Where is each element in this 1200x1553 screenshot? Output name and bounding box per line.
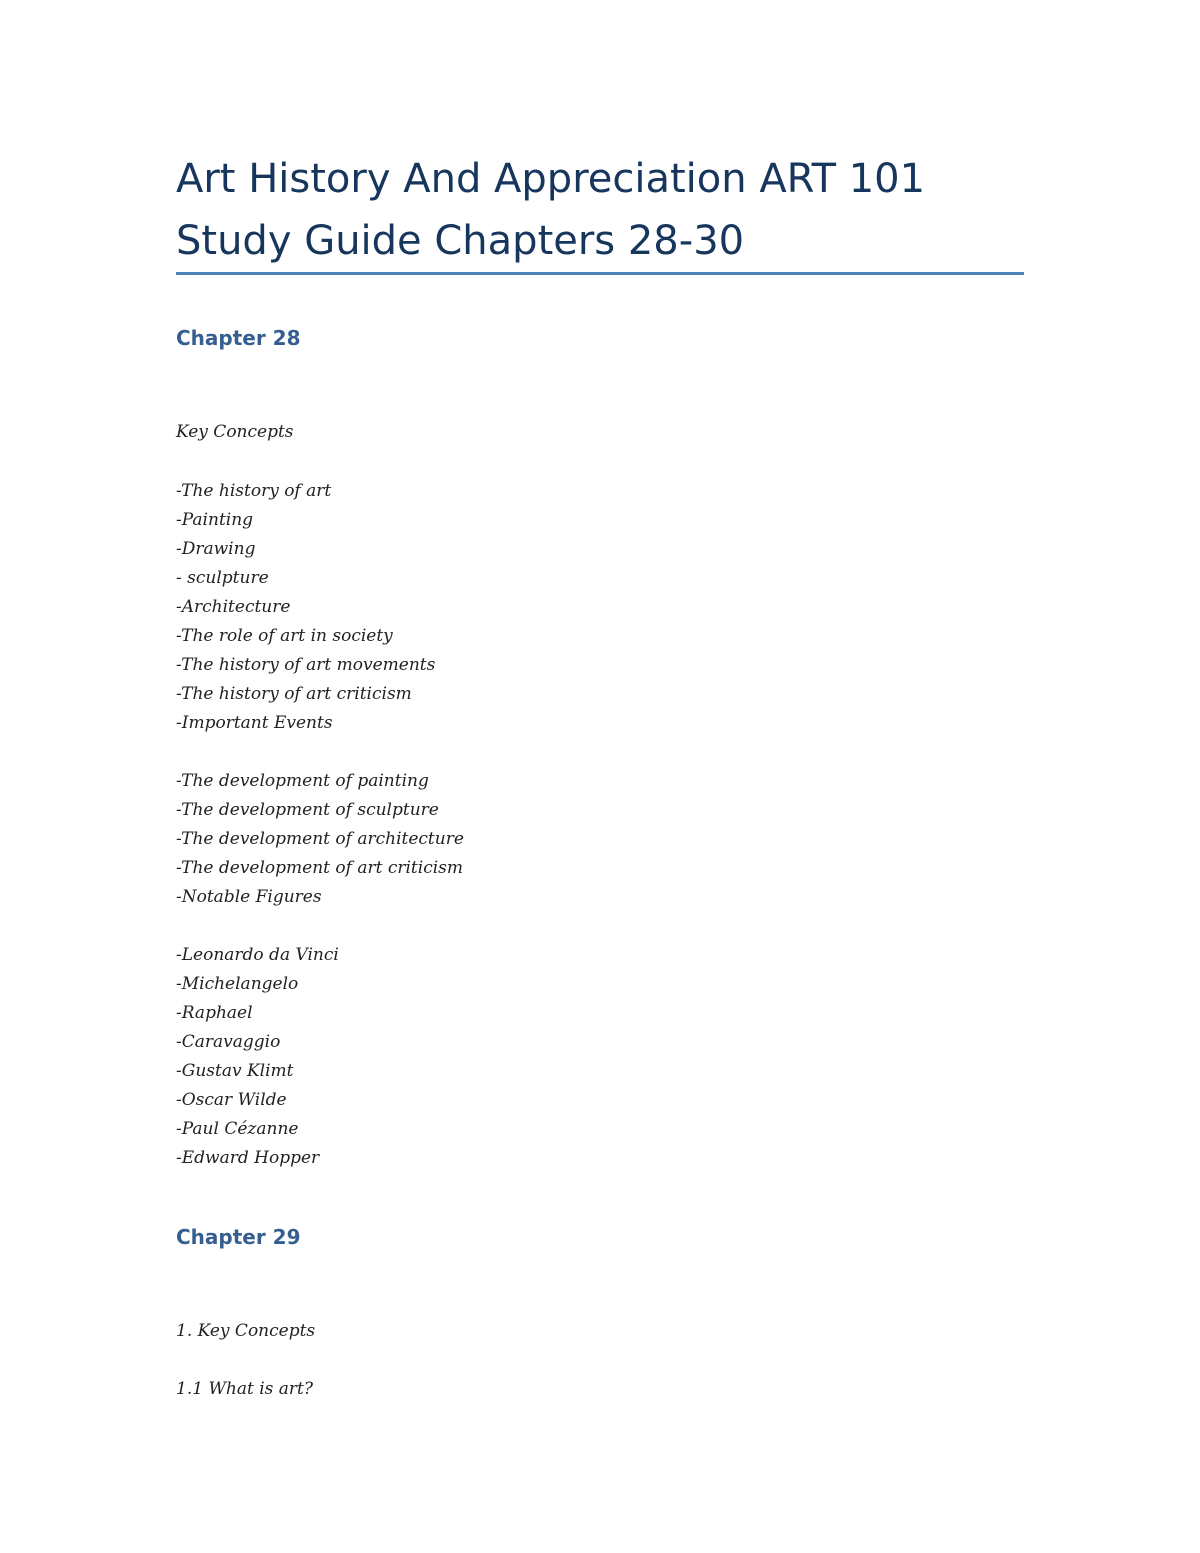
chapter-29-heading: Chapter 29 [176, 1225, 301, 1249]
list-item: -The development of art criticism [176, 858, 463, 878]
list-item: -Architecture [176, 597, 291, 617]
chapter-28-key-concepts-label: Key Concepts [176, 422, 294, 442]
list-item: -The development of sculpture [176, 800, 439, 820]
title-line-1: Art History And Appreciation ART 101 [176, 156, 926, 202]
list-item: - sculpture [176, 568, 269, 588]
title-line-2: Study Guide Chapters 28-30 [176, 218, 745, 264]
list-item: -Michelangelo [176, 974, 299, 994]
chapter-29-subsection-label: 1.1 What is art? [176, 1379, 314, 1399]
list-item: -Caravaggio [176, 1032, 281, 1052]
list-item: -Paul Cézanne [176, 1119, 299, 1139]
list-item: -Edward Hopper [176, 1148, 320, 1168]
list-item: -Raphael [176, 1003, 253, 1023]
list-item: -The history of art criticism [176, 684, 412, 704]
list-item: -Gustav Klimt [176, 1061, 294, 1081]
list-item: -Oscar Wilde [176, 1090, 287, 1110]
list-item: -The history of art [176, 481, 332, 501]
chapter-28-events-list [176, 767, 464, 912]
list-item: -Painting [176, 510, 254, 530]
chapter-29-section-label: 1. Key Concepts [176, 1321, 316, 1341]
list-item: -Leonardo da Vinci [176, 945, 339, 965]
document-title [176, 148, 1024, 272]
list-item: -Drawing [176, 539, 256, 559]
chapter-28-key-concepts-list [176, 477, 435, 738]
list-item: -Notable Figures [176, 887, 322, 907]
title-underline-rule [176, 272, 1024, 275]
list-item: -Important Events [176, 713, 333, 733]
list-item: -The development of architecture [176, 829, 464, 849]
list-item: -The history of art movements [176, 655, 436, 675]
list-item: -The role of art in society [176, 626, 393, 646]
chapter-28-figures-list [176, 941, 339, 1173]
chapter-28-heading: Chapter 28 [176, 326, 301, 350]
list-item: -The development of painting [176, 771, 429, 791]
